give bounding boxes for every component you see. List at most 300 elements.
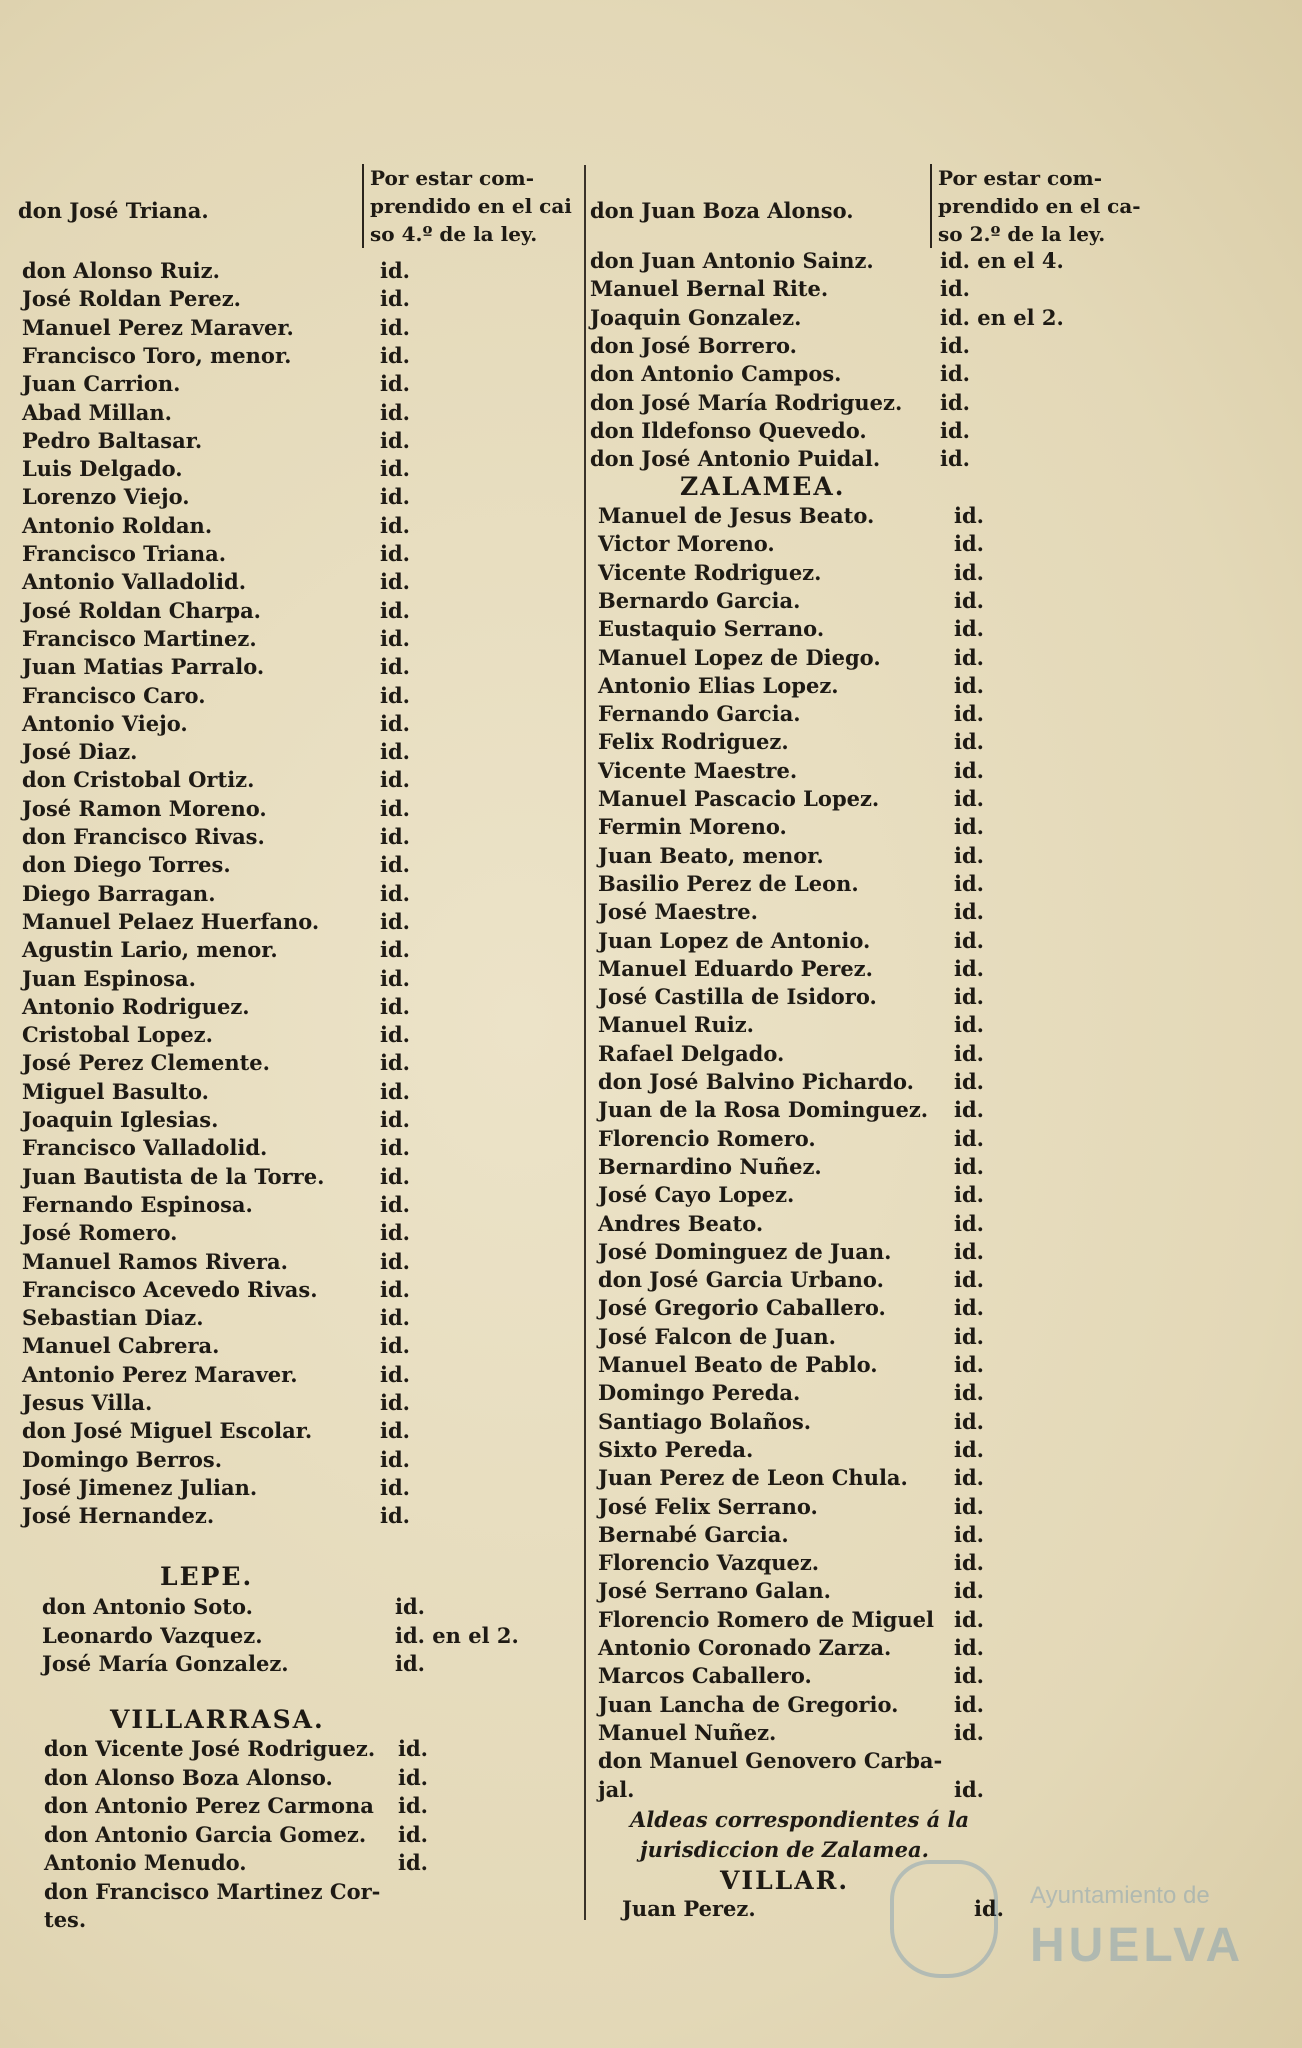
status-note: id.: [954, 1606, 984, 1632]
status-note: id.: [380, 484, 410, 510]
person-name: Francisco Martinez.: [22, 625, 257, 651]
person-name: jal.: [598, 1776, 635, 1802]
status-note: id.: [380, 739, 410, 765]
list-item: [598, 983, 984, 1011]
status-note: id.: [380, 286, 410, 312]
list-item: [598, 1181, 984, 1209]
person-name: José Ramon Moreno.: [22, 795, 267, 821]
person-name: don Juan Antonio Sainz.: [590, 248, 874, 273]
left-header-note-line: Por estar com-: [370, 166, 535, 190]
status-note: id.: [380, 1248, 410, 1274]
list-item: [22, 427, 410, 455]
person-name: José Serrano Galan.: [598, 1578, 831, 1604]
status-note: id.: [954, 1125, 984, 1151]
person-name: José Falcon de Juan.: [598, 1323, 836, 1349]
list-item: [22, 1219, 410, 1247]
right-header-note-line: so 2.º de la ley.: [938, 222, 1106, 246]
right-header-name: don Juan Boza Alonso.: [590, 198, 854, 223]
person-name: Fernando Garcia.: [598, 701, 801, 727]
status-note: id.: [954, 1776, 984, 1802]
list-item: [598, 1011, 984, 1039]
list-item: [22, 455, 410, 483]
list-item: [44, 1849, 428, 1877]
person-name: Florencio Romero de Miguel: [598, 1606, 934, 1632]
status-note: id.: [380, 937, 410, 963]
list-item: [22, 1304, 410, 1332]
person-name: Juan Lancha de Gregorio.: [598, 1691, 899, 1717]
status-note: id.: [954, 503, 984, 528]
list-item: [598, 728, 984, 756]
person-name: Manuel Ruiz.: [598, 1012, 754, 1038]
status-note: id.: [380, 1078, 410, 1104]
status-note: id.: [380, 1050, 410, 1076]
person-name: Francisco Triana.: [22, 541, 227, 566]
list-item: [598, 1464, 984, 1492]
list-item: [22, 1389, 410, 1417]
status-note: id.: [380, 1503, 410, 1529]
status-note: id.: [954, 899, 984, 925]
list-item: [22, 880, 410, 908]
person-name: Joaquin Gonzalez.: [590, 304, 802, 330]
list-item: [22, 1248, 410, 1276]
section-title-zalamea: ZALAMEA.: [680, 472, 846, 501]
person-name: don Alonso Ruiz.: [22, 258, 220, 283]
list-item: [598, 644, 984, 672]
list-item: [590, 445, 970, 473]
status-note: id. en el 4.: [940, 248, 1064, 273]
person-name: don Alonso Boza Alonso.: [44, 1764, 333, 1790]
list-item: [598, 1493, 984, 1521]
list-item: [22, 1078, 410, 1106]
person-name: Domingo Pereda.: [598, 1380, 801, 1406]
list-item: [22, 766, 410, 794]
list-item: [22, 625, 410, 653]
list-item: [22, 653, 410, 681]
status-note: id.: [380, 710, 410, 736]
person-name: tes.: [44, 1907, 87, 1932]
status-note: id.: [954, 1408, 984, 1434]
list-item: [598, 1691, 984, 1719]
person-name: José Castilla de Isidoro.: [598, 984, 877, 1010]
list-item: [22, 965, 410, 993]
right-header-note-line: Por estar com-: [938, 166, 1103, 190]
list-item: [598, 1776, 984, 1804]
status-note: id.: [954, 984, 984, 1010]
person-name: Manuel Pascacio Lopez.: [598, 786, 880, 811]
list-item: [22, 993, 410, 1021]
list-item: [598, 1719, 984, 1747]
status-note: id.: [954, 701, 984, 727]
person-name: Sixto Pereda.: [598, 1436, 754, 1462]
person-name: don Antonio Campos.: [590, 361, 842, 387]
status-note: id.: [954, 870, 984, 896]
person-name: Juan de la Rosa Dominguez.: [598, 1097, 929, 1123]
list-item: [598, 1662, 984, 1690]
status-note: id. en el 2.: [940, 304, 1064, 330]
person-name: Antonio Viejo.: [22, 710, 188, 736]
status-note: id.: [954, 1436, 984, 1462]
status-note: id.: [954, 955, 984, 981]
person-name: Manuel de Jesus Beato.: [598, 503, 875, 528]
person-name: Miguel Basulto.: [22, 1078, 209, 1104]
status-note: id.: [954, 1153, 984, 1179]
status-note: id. en el 2.: [395, 1622, 519, 1648]
list-item: [22, 823, 410, 851]
status-note: id.: [954, 1210, 984, 1236]
person-name: don Antonio Perez Carmona: [44, 1793, 374, 1818]
list-item: [598, 842, 984, 870]
person-name: Juan Beato, menor.: [598, 842, 824, 868]
list-item: [598, 1096, 984, 1124]
list-item: [22, 540, 410, 568]
person-name: Sebastian Diaz.: [22, 1305, 204, 1331]
list-item: [44, 1878, 380, 1906]
person-name: Vicente Maestre.: [598, 757, 798, 783]
person-name: Diego Barragan.: [22, 880, 216, 906]
person-name: José Gregorio Caballero.: [598, 1295, 886, 1321]
person-name: Fermin Moreno.: [598, 814, 787, 840]
status-note: id.: [380, 1220, 410, 1246]
person-name: Antonio Elias Lopez.: [598, 672, 839, 698]
status-note: id.: [954, 1182, 984, 1208]
person-name: Cristobal Lopez.: [22, 1022, 213, 1048]
list-item: [590, 417, 970, 445]
list-item: [598, 927, 984, 955]
aldeas-note-line: Aldeas correspondientes á la: [630, 1807, 970, 1832]
person-name: don Cristobal Ortiz.: [22, 767, 255, 793]
person-name: Antonio Coronado Zarza.: [598, 1635, 892, 1660]
list-item: [598, 898, 984, 926]
right-header-note: [930, 164, 1141, 248]
list-item: [598, 1436, 984, 1464]
status-note: id.: [398, 1821, 428, 1847]
status-note: id.: [380, 314, 410, 340]
list-item: [590, 304, 1064, 332]
list-item: [598, 757, 984, 785]
person-name: Basilio Perez de Leon.: [598, 870, 859, 896]
person-name: don José Borrero.: [590, 332, 797, 358]
status-note: id.: [954, 644, 984, 670]
list-item: [598, 1210, 984, 1238]
status-note: id.: [380, 371, 410, 397]
list-item: [22, 1417, 410, 1445]
right-header-note-line: prendido en el ca-: [938, 194, 1141, 218]
person-name: José Romero.: [22, 1220, 178, 1246]
status-note: id.: [954, 842, 984, 868]
list-item: [22, 512, 410, 540]
list-item: [44, 1792, 428, 1820]
list-item: [22, 682, 410, 710]
list-item: [22, 1332, 410, 1360]
list-item: [22, 710, 410, 738]
person-name: Juan Perez de Leon Chula.: [598, 1465, 908, 1491]
list-item: [22, 936, 410, 964]
watermark-logo: [880, 1860, 1245, 2020]
status-note: id.: [940, 389, 970, 415]
list-item: [598, 700, 984, 728]
list-item: [598, 530, 984, 558]
watermark-line2: HUELVA: [1030, 1919, 1245, 1972]
status-note: id.: [380, 880, 410, 906]
list-item: [598, 1294, 984, 1322]
status-note: id.: [954, 1238, 984, 1264]
list-item: [22, 1446, 410, 1474]
person-name: Marcos Caballero.: [598, 1663, 812, 1689]
status-note: id.: [954, 1380, 984, 1406]
status-note: id.: [954, 1465, 984, 1491]
list-item: [598, 559, 984, 587]
status-note: id.: [380, 908, 410, 934]
person-name: Leonardo Vazquez.: [42, 1622, 263, 1648]
person-name: Fernando Espinosa.: [22, 1191, 253, 1217]
person-name: don José Garcia Urbano.: [598, 1267, 884, 1293]
status-note: id.: [380, 342, 410, 368]
status-note: id.: [395, 1651, 425, 1676]
status-note: id.: [380, 569, 410, 595]
status-note: id.: [380, 852, 410, 878]
list-item: [22, 1021, 410, 1049]
person-name: José Hernandez.: [22, 1503, 215, 1529]
list-item: [22, 795, 410, 823]
status-note: id.: [954, 1550, 984, 1576]
person-name: Antonio Perez Maraver.: [22, 1361, 298, 1387]
person-name: Agustin Lario, menor.: [22, 937, 278, 963]
status-note: id.: [380, 1474, 410, 1500]
list-item: [598, 1606, 984, 1634]
person-name: Manuel Pelaez Huerfano.: [22, 908, 320, 934]
list-item: [590, 360, 970, 388]
status-note: id.: [380, 597, 410, 623]
section-title-lepe: LEPE.: [160, 1562, 254, 1591]
list-item: [22, 285, 410, 313]
list-item: [622, 1895, 1004, 1923]
person-name: José Roldan Charpa.: [22, 597, 261, 623]
person-name: José Cayo Lopez.: [598, 1182, 795, 1208]
person-name: Victor Moreno.: [598, 531, 775, 557]
list-item: [598, 1549, 984, 1577]
status-note: id.: [380, 1276, 410, 1302]
person-name: Luis Delgado.: [22, 456, 183, 482]
status-note: id.: [380, 682, 410, 708]
status-note: id.: [954, 672, 984, 698]
person-name: don Francisco Martinez Cor-: [44, 1878, 381, 1904]
status-note: id.: [954, 1012, 984, 1038]
person-name: Florencio Vazquez.: [598, 1550, 820, 1576]
list-item: [590, 247, 1064, 275]
status-note: id.: [954, 559, 984, 585]
person-name: don Antonio Soto.: [42, 1594, 253, 1619]
left-header-note-line: so 4.º de la ley.: [370, 222, 538, 246]
status-note: id.: [380, 1361, 410, 1387]
left-header-note: [362, 164, 572, 248]
status-note: id.: [398, 1793, 428, 1818]
status-note: id.: [940, 332, 970, 358]
left-header-note-line: prendido en el cai: [370, 194, 572, 218]
status-note: id.: [380, 767, 410, 793]
person-name: José Diaz.: [22, 739, 138, 765]
list-item: [598, 955, 984, 983]
seal-icon: [890, 1860, 998, 1978]
status-note: id.: [380, 427, 410, 453]
status-note: id.: [380, 1191, 410, 1217]
status-note: id.: [954, 531, 984, 557]
list-item: [598, 1379, 984, 1407]
status-note: id.: [380, 1107, 410, 1132]
status-note: id.: [954, 616, 984, 642]
status-note: id.: [954, 1635, 984, 1660]
status-note: id.: [380, 824, 410, 849]
list-item: [598, 1238, 984, 1266]
person-name: Felix Rodriguez.: [598, 729, 789, 755]
list-item: [22, 314, 410, 342]
person-name: don Ildefonso Quevedo.: [590, 417, 867, 443]
status-note: id.: [380, 993, 410, 1019]
list-item: [22, 1049, 410, 1077]
person-name: don José Antonio Puidal.: [590, 446, 881, 472]
status-note: id.: [954, 814, 984, 840]
list-item: [44, 1764, 428, 1792]
status-note: id.: [395, 1594, 425, 1619]
list-item: [22, 851, 410, 879]
person-name: Juan Espinosa.: [22, 965, 196, 991]
person-name: Bernardo Garcia.: [598, 587, 801, 613]
status-note: id.: [380, 1333, 410, 1359]
person-name: Manuel Bernal Rite.: [590, 276, 829, 302]
person-name: Rafael Delgado.: [598, 1040, 785, 1066]
status-note: id.: [380, 399, 410, 425]
status-note: id.: [954, 1493, 984, 1519]
person-name: Juan Lopez de Antonio.: [598, 927, 871, 953]
person-name: Manuel Lopez de Diego.: [598, 644, 881, 670]
list-item: [22, 1502, 410, 1530]
status-note: id.: [974, 1896, 1004, 1921]
status-note: id.: [380, 1163, 410, 1189]
status-note: id.: [398, 1736, 428, 1761]
section-title-villar: VILLAR.: [720, 1866, 850, 1895]
list-item: [598, 1125, 984, 1153]
list-item: [598, 785, 984, 813]
status-note: id.: [954, 927, 984, 953]
person-name: José Felix Serrano.: [598, 1493, 818, 1519]
status-note: id.: [380, 795, 410, 821]
person-name: Juan Carrion.: [22, 371, 181, 397]
list-item: [590, 275, 970, 303]
person-name: Francisco Caro.: [22, 682, 206, 708]
list-item: [22, 483, 410, 511]
person-name: Antonio Roldan.: [22, 512, 213, 538]
list-item: [598, 1323, 984, 1351]
person-name: José Maestre.: [598, 899, 758, 925]
person-name: Antonio Menudo.: [44, 1850, 247, 1875]
person-name: Manuel Cabrera.: [22, 1333, 220, 1359]
list-item: [22, 1134, 410, 1162]
person-name: Vicente Rodriguez.: [598, 559, 822, 585]
person-name: don Antonio Garcia Gomez.: [44, 1821, 367, 1847]
person-name: don José Balvino Pichardo.: [598, 1069, 914, 1094]
person-name: Francisco Valladolid.: [22, 1135, 268, 1161]
person-name: Manuel Beato de Pablo.: [598, 1352, 878, 1377]
list-item: [22, 257, 410, 285]
person-name: José Jimenez Julian.: [22, 1474, 258, 1500]
list-item: [22, 1106, 410, 1134]
list-item: [42, 1622, 519, 1650]
list-item: [22, 399, 410, 427]
status-note: id.: [954, 1267, 984, 1293]
list-item: [22, 370, 410, 398]
status-note: id.: [954, 1691, 984, 1717]
list-item: [22, 568, 410, 596]
person-name: don Diego Torres.: [22, 852, 231, 878]
list-item: [44, 1821, 428, 1849]
person-name: Lorenzo Viejo.: [22, 484, 190, 510]
person-name: José Roldan Perez.: [22, 286, 241, 312]
status-note: id.: [954, 786, 984, 811]
status-note: id.: [940, 361, 970, 387]
status-note: id.: [380, 654, 410, 680]
section-title-villarrasa: VILLARRASA.: [110, 1705, 325, 1734]
list-item: [590, 332, 970, 360]
status-note: id.: [380, 258, 410, 283]
status-note: id.: [380, 965, 410, 991]
watermark-line1: Ayuntamiento de: [1030, 1882, 1210, 1909]
status-note: id.: [954, 729, 984, 755]
list-item: [598, 1634, 984, 1662]
status-note: id.: [954, 1323, 984, 1349]
status-note: id.: [954, 1663, 984, 1689]
person-name: Juan Bautista de la Torre.: [22, 1163, 325, 1189]
list-item: [598, 813, 984, 841]
status-note: id.: [954, 1069, 984, 1094]
status-note: id.: [940, 446, 970, 472]
list-item: [22, 1163, 410, 1191]
status-note: id.: [954, 1578, 984, 1604]
list-item: [44, 1735, 428, 1763]
person-name: José María Gonzalez.: [42, 1651, 289, 1676]
list-item: [44, 1906, 86, 1934]
person-name: José Perez Clemente.: [22, 1050, 270, 1076]
list-item: [598, 1577, 984, 1605]
person-name: don Francisco Rivas.: [22, 824, 265, 849]
person-name: Juan Perez.: [622, 1896, 756, 1921]
person-name: Eustaquio Serrano.: [598, 616, 825, 642]
status-note: id.: [380, 625, 410, 651]
person-name: don Manuel Genovero Carba-: [598, 1748, 943, 1774]
person-name: Bernabé Garcia.: [598, 1521, 789, 1547]
status-note: id.: [380, 1446, 410, 1472]
list-item: [598, 1351, 984, 1379]
list-item: [598, 1040, 984, 1068]
list-item: [598, 615, 984, 643]
person-name: Manuel Eduardo Perez.: [598, 955, 873, 981]
list-item: [598, 1068, 984, 1096]
status-note: id.: [954, 1521, 984, 1547]
person-name: Florencio Romero.: [598, 1125, 816, 1151]
status-note: id.: [954, 757, 984, 783]
person-name: Antonio Valladolid.: [22, 569, 247, 595]
list-item: [22, 1474, 410, 1502]
person-name: Manuel Perez Maraver.: [22, 314, 294, 340]
list-item: [22, 738, 410, 766]
list-item: [598, 1747, 942, 1775]
status-note: id.: [954, 1097, 984, 1123]
person-name: Juan Matias Parralo.: [22, 654, 265, 680]
list-item: [598, 672, 984, 700]
list-item: [598, 1153, 984, 1181]
person-name: Francisco Toro, menor.: [22, 342, 292, 368]
person-name: don Vicente José Rodriguez.: [44, 1736, 376, 1761]
status-note: id.: [398, 1764, 428, 1790]
status-note: id.: [954, 1352, 984, 1377]
